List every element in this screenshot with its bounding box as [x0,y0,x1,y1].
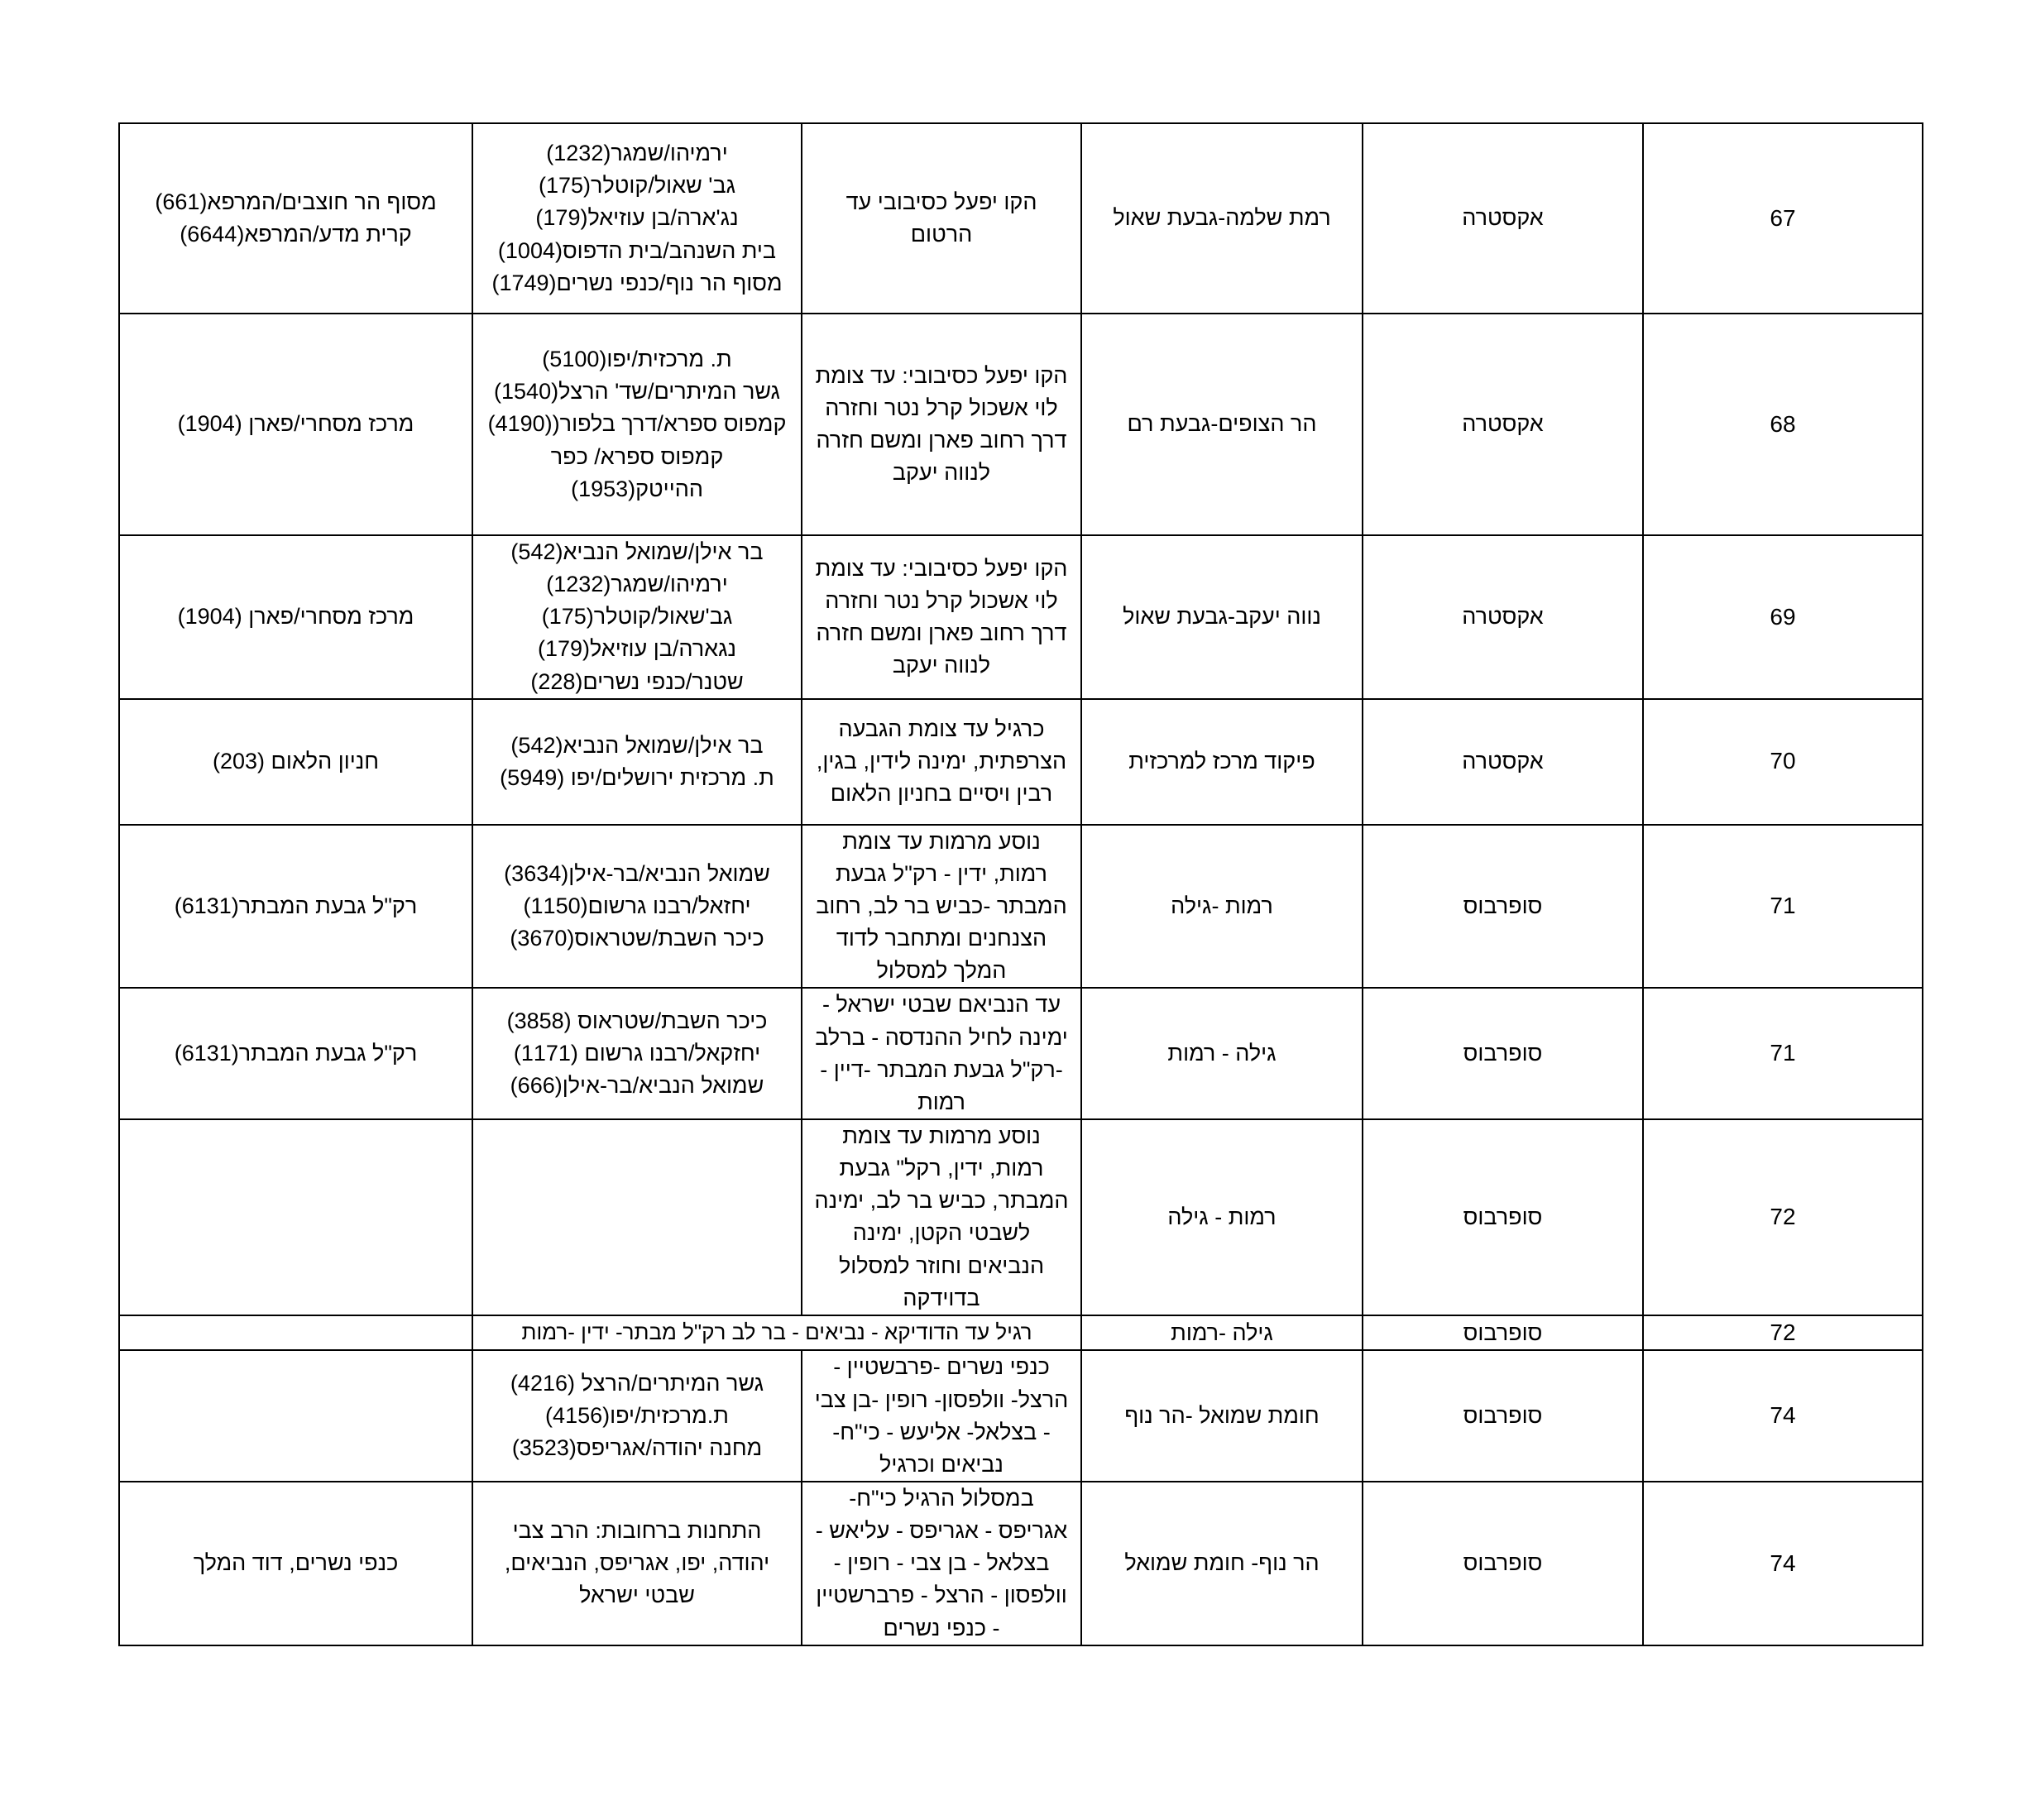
route-change-cell-line: לנווה יעקב [892,460,991,486]
stops-cell-line: שטנר/כנפי נשרים(228) [530,668,744,694]
table-row [119,1315,1923,1351]
notes-cell-line: מרכז מסחרי/פארן (1904) [177,411,414,437]
stops-cell-line: כיכר השבת/שטראוס (3858) [506,1008,768,1033]
line-number-cell-text: 71 [1770,893,1796,919]
route-cell [1081,1315,1363,1351]
route-cell-text: הר נוף- חומת שמואל [1124,1550,1320,1576]
route-cell-text: רמות - גילה [1167,1204,1277,1229]
stops-cell-line: ירמיהו/שמגר(1232) [546,572,728,597]
line-number-cell [1643,1315,1923,1351]
line-number-cell-text: 69 [1770,603,1796,630]
route-change-cell-line: המבתר -כביש בר לב, רחוב [816,893,1067,918]
operator-cell-text: אקסטרה [1462,205,1544,231]
route-change-cell-line: נביאים וכרגיל [879,1451,1004,1477]
line-number-cell [1643,123,1923,314]
stops-cell-line: גשר המיתרים/שד' הרצל(1540) [494,379,780,405]
stops-cell-line: יחזאל/רבנו גרשום(1150) [523,893,751,918]
route-change-cell-line: נוסע מרמות עד צומת [842,828,1041,854]
route-change-cell [802,314,1081,535]
stops-cell-line: גב' שאול/קוטלר(175) [538,173,736,199]
stops-cell-line: מסוף הר נוף/כנפי נשרים(1749) [491,270,783,295]
route-cell [1081,535,1363,699]
stops-cell-line: ירמיהו/שמגר(1232) [546,141,728,166]
notes-cell [119,1482,472,1645]
route-cell [1081,1350,1363,1482]
stops-cell-line: בית השנהב/בית הדפוס(1004) [497,237,777,263]
stops-cell [472,314,802,535]
route-change-cell-line: דרך רחוב פארן ומשם חזרה [816,620,1067,645]
stops-cell-line: שמואל הנביא/בר-אילן(3634) [504,860,770,886]
stops-cell [472,1350,802,1482]
operator-cell-text: סופרבוס [1463,1403,1543,1429]
route-cell-text: חומת שמואל -הר נוף [1124,1403,1320,1429]
line-number-cell-text: 71 [1770,1040,1796,1066]
route-cell-text: גילה -רמות [1171,1320,1273,1345]
stops-cell [472,1482,802,1645]
route-change-cell [802,1119,1081,1315]
stops-cell-line: קמפוס ספרא/דרך בלפור((4190) [487,411,787,437]
route-change-cell-line: נוסע מרמות עד צומת [842,1123,1041,1148]
stops-cell-line: שמואל הנביא/בר-אילן(666) [510,1073,764,1099]
line-number-cell-text: 70 [1770,748,1796,774]
stops-cell-line: נגארה/בן עוזיאל(179) [537,636,737,662]
route-change-cell-line: לשבטי הקטן, ימינה [852,1220,1031,1246]
stops-cell-line: נג'ארה/בן עוזיאל(179) [535,205,739,231]
route-change-cell-line: המלך למסלול [876,958,1007,984]
notes-cell-line: רק"ל גבעת המבתר(6131) [174,1041,418,1066]
table-row [119,1350,1923,1482]
route-change-cell-line: כנפי נשרים -פרבשטיין - [833,1354,1050,1380]
route-cell-text: רמות -גילה [1171,893,1273,918]
route-change-cell-line: בצלאל - בן צבי - רופין - [833,1550,1050,1576]
stops-cell-line: ת.מרכזית/יפו(4156) [545,1403,729,1429]
route-change-merged-cell [472,1315,1081,1351]
route-change-cell-line: עד הנביאם שבטי ישראל - [822,992,1061,1018]
line-number-cell-text: 67 [1770,204,1796,231]
stops-cell-line: קמפוס ספרא/ כפר [550,443,724,469]
operator-cell-text: סופרבוס [1463,893,1543,918]
line-number-cell-text: 68 [1770,410,1796,437]
notes-cell-line: כנפי נשרים, דוד המלך [193,1550,399,1576]
stops-cell-line: יהודה, יפו, אגריפס, הנביאים, [504,1550,770,1576]
operator-cell [1363,988,1643,1119]
table-row [119,535,1923,699]
stops-cell-line: מחנה יהודה/אגריפס(3523) [511,1435,763,1461]
stops-cell-line: ת. מרכזית ירושלים/יפו (5949) [500,764,774,790]
route-change-cell-line: רבין ויסיים בחניון הלאום [830,781,1053,807]
operator-cell [1363,699,1643,825]
table-row [119,123,1923,314]
line-number-cell-text: 74 [1770,1402,1796,1429]
operator-cell-text: סופרבוס [1463,1204,1543,1229]
route-change-cell-line: רמות, ידין - רק"ל גבעת [836,860,1047,886]
table-row [119,988,1923,1119]
route-change-cell [802,825,1081,989]
route-change-cell-line: הצרפתית, ימינה לידין, בגין, [816,749,1067,774]
route-change-cell [802,1350,1081,1482]
route-change-cell-line: רמות [917,1089,965,1114]
operator-cell [1363,535,1643,699]
route-cell [1081,1119,1363,1315]
route-cell [1081,314,1363,535]
operator-cell [1363,1119,1643,1315]
route-change-cell [802,988,1081,1119]
route-change-cell-line: הרטום [910,222,973,247]
operator-cell [1363,123,1643,314]
stops-cell-line: גשר המיתרים/הרצל (4216) [510,1370,764,1396]
notes-cell-line: מרכז מסחרי/פארן (1904) [177,604,414,630]
notes-cell [119,123,472,314]
line-number-cell-text: 72 [1770,1204,1796,1230]
line-number-cell-text: 72 [1770,1319,1796,1345]
operator-cell [1363,1482,1643,1645]
route-change-cell-line: וולפסון - הרצל - פרברשטיין [816,1583,1067,1608]
stops-cell-line: ההייטק(1953) [571,476,703,501]
route-cell [1081,699,1363,825]
route-cell-text: גילה - רמות [1167,1041,1277,1066]
operator-cell-text: אקסטרה [1462,604,1544,630]
route-change-merged-cell-text: רגיל עד הדודיקא - נביאים - בר לב רק"ל מבתר- ידין -רמות [521,1320,1032,1345]
notes-cell [119,988,472,1119]
route-change-cell [802,123,1081,314]
operator-cell-text: סופרבוס [1463,1320,1543,1345]
notes-cell [119,1350,472,1482]
route-change-cell-line: הקו יפעל כסיבובי עד [845,189,1037,214]
route-cell [1081,123,1363,314]
notes-cell [119,314,472,535]
route-change-cell [802,535,1081,699]
route-change-cell-line: - בצלאל- אליעש - כי"ח- [832,1419,1051,1444]
stops-cell-line: ת. מרכזית/יפו(5100) [542,347,732,372]
stops-cell [472,123,802,314]
notes-cell [119,1119,472,1315]
stops-cell-line: כיכר השבת/שטראוס(3670) [510,926,764,951]
route-change-cell-line: הרצל- וולפסון- רופין -בן צבי [814,1387,1069,1412]
notes-cell [119,825,472,989]
stops-cell [472,825,802,989]
route-changes-table [118,122,1923,1646]
route-change-cell-line: המבתר, כביש בר לב, ימינה [814,1188,1069,1214]
route-change-cell [802,699,1081,825]
notes-cell-line: רק"ל גבעת המבתר(6131) [174,893,418,918]
route-change-cell-line: כרגיל עד צומת הגבעה [838,716,1045,741]
route-cell-text: פיקוד מרכז למרכזית [1128,749,1315,774]
operator-cell-text: סופרבוס [1463,1550,1543,1576]
route-change-cell-line: -רק"ל גבעת המבתר -דיין - [820,1056,1063,1082]
operator-cell [1363,1315,1643,1351]
stops-cell [472,699,802,825]
operator-cell [1363,1350,1643,1482]
notes-cell-line: קרית מדע/המרפא(6644) [180,222,412,247]
route-change-cell-line: בדוידקה [903,1285,980,1310]
line-number-cell [1643,988,1923,1119]
route-cell-text: נווה יעקב-גבעת שאול [1123,604,1321,630]
line-number-cell [1643,1482,1923,1645]
route-change-cell-line: דרך רחוב פארן ומשם חזרה [816,428,1067,453]
route-cell [1081,988,1363,1119]
line-number-cell [1643,314,1923,535]
route-cell [1081,1482,1363,1645]
route-change-cell-line: לוי אשכול קרל נטר וחזרה [825,587,1058,613]
stops-cell [472,535,802,699]
route-cell [1081,825,1363,989]
operator-cell-text: אקסטרה [1462,749,1544,774]
line-number-cell [1643,535,1923,699]
line-number-cell [1643,1350,1923,1482]
route-change-cell [802,1482,1081,1645]
route-change-cell-line: לנווה יעקב [892,652,991,678]
stops-cell [472,988,802,1119]
route-change-cell-line: הקו יפעל כסיבובי: עד צומת [815,555,1068,581]
operator-cell-text: סופרבוס [1463,1041,1543,1066]
operator-cell [1363,314,1643,535]
stops-cell-line: שבטי ישראל [579,1583,695,1608]
table-body [119,123,1923,1645]
table-row [119,314,1923,535]
route-change-cell-line: ימינה לחיל ההנדסה - ברלב [815,1024,1068,1050]
line-number-cell-text: 74 [1770,1549,1796,1576]
notes-cell-line: מסוף הר חוצבים/המרפא(661) [155,189,437,214]
route-change-cell-line: הקו יפעל כסיבובי: עד צומת [815,362,1068,388]
route-change-cell-line: הצנחנים ומתחבר לדוד [836,926,1047,951]
stops-cell-line: גב'שאול/קוטלר(175) [541,604,733,630]
notes-cell [119,535,472,699]
stops-cell-line: בר אילן/שמואל הנביא(542) [510,539,764,564]
stops-cell-line: בר אילן/שמואל הנביא(542) [510,732,764,758]
table-row [119,1119,1923,1315]
table-row [119,825,1923,989]
notes-cell [119,699,472,825]
line-number-cell [1643,825,1923,989]
operator-cell-text: אקסטרה [1462,411,1544,437]
route-cell-text: רמת שלמה-גבעת שאול [1113,205,1331,231]
table-row [119,699,1923,825]
line-number-cell [1643,1119,1923,1315]
route-change-cell-line: - כנפי נשרים [883,1615,1000,1640]
stops-cell-line: התחנות ברחובות: הרב צבי [512,1518,762,1544]
notes-cell [119,1315,472,1351]
route-change-cell-line: לוי אשכול קרל נטר וחזרה [825,395,1058,420]
stops-cell-line: יחזקאל/רבנו גרשום (1171) [513,1041,761,1066]
line-number-cell [1643,699,1923,825]
stops-cell [472,1119,802,1315]
route-change-cell-line: במסלול הרגיל כי"ח- [849,1485,1034,1511]
route-change-cell-line: הנביאים וחוזר למסלול [838,1252,1045,1278]
route-cell-text: הר הצופים-גבעת רם [1127,411,1317,437]
notes-cell-line: חניון הלאום (203) [212,749,380,774]
route-change-cell-line: רמות, ידין, רקל" גבעת [839,1156,1044,1181]
route-change-cell-line: אגריפס - אגריפס - עליאש - [815,1518,1068,1544]
table-row [119,1482,1923,1645]
operator-cell [1363,825,1643,989]
